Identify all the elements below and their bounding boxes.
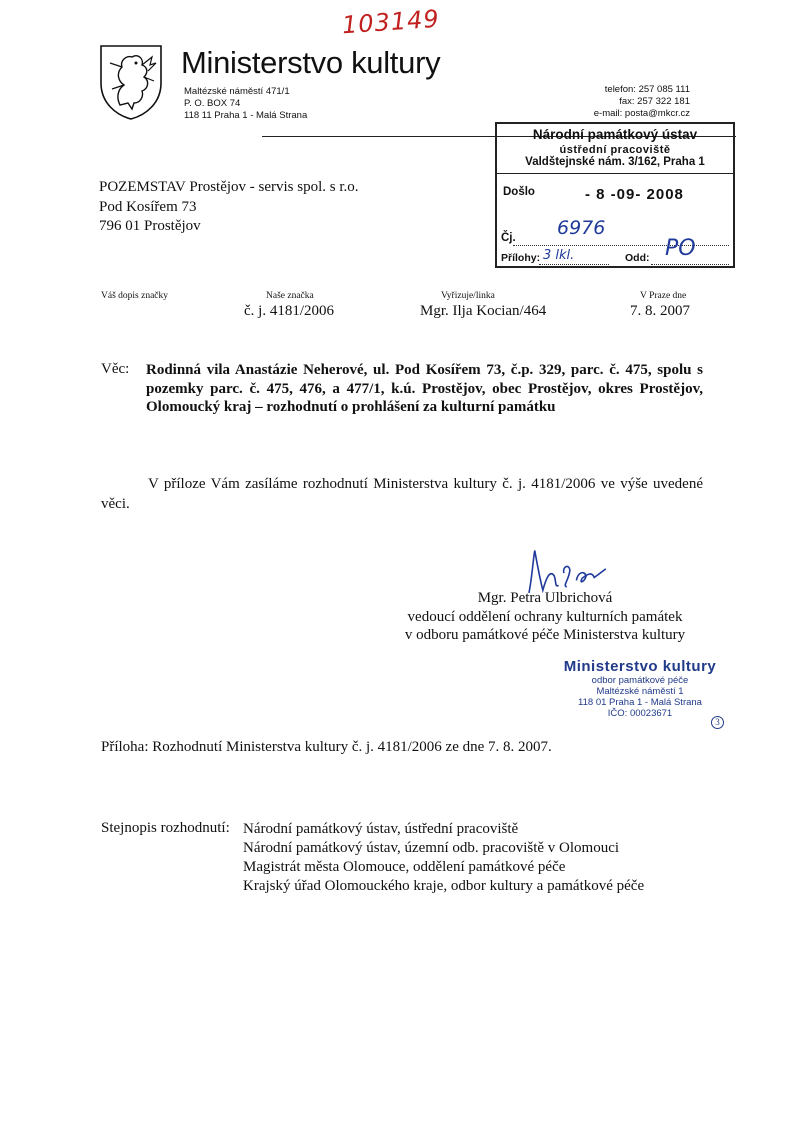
handled-by-label: Vyřizuje/linka (441, 291, 495, 301)
copy-recipient: Národní památkový ústav, ústřední pracoviště (243, 821, 519, 837)
received-stamp (495, 122, 735, 268)
handled-by-value: Mgr. Ilja Kocian/464 (420, 303, 547, 319)
office-stamp-title: Ministerstvo kultury (563, 658, 717, 675)
recipient-street: Pod Kosířem 73 (99, 198, 197, 215)
signatory-title-2: v odboru památkové péče Ministerstva kultury (404, 627, 686, 643)
office-stamp-line: Maltézské náměstí 1 (596, 686, 684, 697)
copies-label: Stejnopis rozhodnutí: (101, 820, 230, 836)
copy-recipient: Národní památkový ústav, územní odb. pracoviště v Olomouci (243, 840, 620, 856)
ministry-address: Maltézské náměstí 471/1 P. O. BOX 74 118 11 Praha 1 - Malá Strana (184, 86, 308, 121)
stamp-dept-line (651, 264, 729, 265)
office-stamp-mark: 3 (711, 716, 724, 729)
body-paragraph: V příloze Vám zasíláme rozhodnutí Ministerstva kultury č. j. 4181/2006 ve výše uvedené věci. (101, 476, 703, 512)
stamp-subtitle: ústřední pracoviště (559, 144, 671, 156)
attachment-line: Příloha: Rozhodnutí Ministerstva kultury č. j. 4181/2006 ze dne 7. 8. 2007. (101, 739, 552, 755)
signatory-name: Mgr. Petra Ulbrichová (477, 590, 613, 606)
your-letter-label: Váš dopis značky (101, 291, 169, 301)
recipient-address (99, 178, 359, 237)
stamp-received-label: Došlo (503, 186, 535, 198)
copy-recipient: Magistrát města Olomouce, oddělení památkové péče (243, 859, 566, 875)
stamp-attachments-label: Přílohy: (501, 252, 541, 264)
stamp-institution: Národní památkový ústav (532, 127, 698, 142)
stamp-ref-line (513, 245, 729, 246)
date-label: V Praze dne (640, 291, 687, 301)
office-stamp-line: IČO: 00023671 (607, 708, 673, 719)
ministry-name: Ministerstvo kultury (181, 45, 441, 80)
office-stamp (550, 658, 730, 727)
stamp-attachments-line (539, 264, 609, 265)
our-ref-label: Naše značka (266, 291, 314, 301)
office-stamp-line: odbor památkové péče (591, 675, 689, 686)
our-ref-value: č. j. 4181/2006 (244, 303, 334, 319)
recipient-city: 796 01 Prostějov (99, 218, 201, 234)
stamp-ref-label: Čj. (501, 232, 516, 244)
recipient-name: POZEMSTAV Prostějov - servis spol. s r.o. (99, 179, 359, 195)
ministry-contacts: telefon: 257 085 111 fax: 257 322 181 e-mail: posta@mkcr.cz (593, 84, 690, 119)
handwritten-reference-number: 103149 (341, 4, 441, 40)
stamp-divider (497, 173, 733, 174)
subject-text: Rodinná vila Anastázie Neherové, ul. Pod Kosířem 73, č.p. 329, parc. č. 475, spolu s pozemky parc. č. 475, 476, a 477/1, k.ú. Prostějov, obec Prostějov, okres Prostějov, Olomoucký kraj – rozhodnutí o prohlášení za kulturní památku (146, 362, 703, 415)
signature-block (386, 589, 704, 645)
copy-recipient: Krajský úřad Olomouckého kraje, odbor kultury a památkové péče (243, 878, 645, 894)
stamp-received-date: - 8 -09- 2008 (585, 186, 684, 203)
stamp-ref-value: 6976 (557, 217, 606, 239)
stamp-attachments-value: 3 lkl. (543, 248, 575, 263)
office-stamp-line: 118 01 Praha 1 - Malá Strana (578, 697, 702, 708)
stamp-dept-value: PO (665, 236, 696, 261)
stamp-address: Valdštejnské nám. 3/162, Praha 1 (525, 156, 705, 168)
signatory-title-1: vedoucí oddělení ochrany kulturních památek (407, 608, 683, 625)
coat-of-arms-logo (98, 43, 164, 121)
date-value: 7. 8. 2007 (630, 303, 690, 319)
subject-label: Věc: (101, 361, 130, 377)
stamp-dept-label: Odd: (625, 252, 650, 264)
